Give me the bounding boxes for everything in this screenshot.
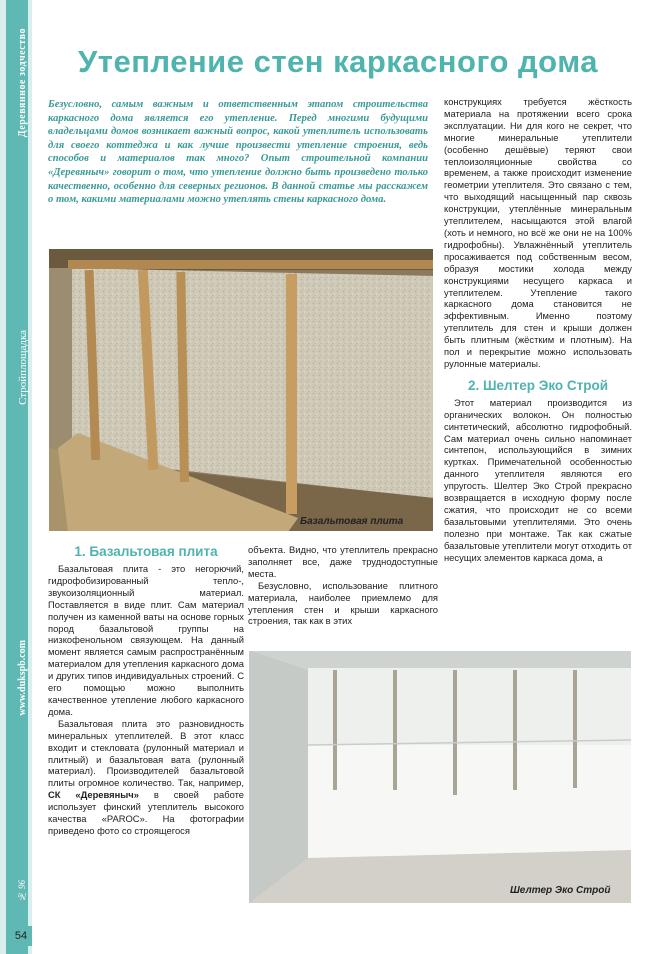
sidebar-strip xyxy=(6,0,28,954)
right-paragraph-1: конструкциях требуется жёсткость материала на протяжении всего срока эксплуатации. Ни для кого не секрет, что многие минеральные утеплители (особенно дешёвые) теряют свои теплоизоляционные свойства со временем, а также происходит изменение геометрии утеплителя. Это связано с тем, что выходящий насыщенный пар сквозь конструкции, утеплённые минеральным утеплителем, насыщаются этой влагой (хоть и немного, но всё же они не на 100% гидрофобны). Увлажнённый утеплитель просаживается под собственным весом, образуя мостики холода между конструкциями несущего каркаса и утеплителем. Утепление такого каркасного дома становится не эффективным. Именно поэтому утеплитель для стен и крыши должен быть плитным (жёстким и плотным). На пол и перекрытие можно использовать рулонные материалы. xyxy=(444,96,632,369)
section1-paragraph-4: Безусловно, использование плитного материала, наиболее приемлемо для утепления стен и крыши каркасного строения, так как в этих xyxy=(248,579,438,627)
section1-heading: 1. Базальтовая плита xyxy=(74,544,218,559)
section1-paragraph-1: Базальтовая плита - это негорючий, гидрофобизированный тепло-, звукоизоляционный материал. Поставляется в виде плит. Сам материал получен из каменной ваты на основе горных пород базальтовой группы на низкофенольном связующем. На данный момент является самым распространённым материалом для утепления каркасного дома и других типов индивидуальных строений. С его помощью можно выполнить качественное утепление любого каркасного дома. xyxy=(48,563,244,717)
section1-paragraph-2-start: Базальтовая плита это разновидность минеральных утеплителей. В этот класс входит и стекловата (рулонный материал и плитный) и базальтовая вата (рулонный материал). Производителей базальтовой плиты огромное количество. Так, например, xyxy=(48,717,244,789)
article-lead: Безусловно, самым важным и ответственным этапом строительства каркасного дома является его утепление. Перед многими будущими владельцами домов возникает важный вопрос, какой утеплитель использовать для своего коттеджа и как лучше произвести утепление строения, ведь способов и материалов так много? Опыт строительной компании «Деревяныч» говорит о том, что утепление должно быть произведено только качественно, особенно для северных регионов. В данной статье мы расскажем о том, какими материалами можно утеплять стены каркасного дома. xyxy=(48,99,428,206)
page-number: 54 xyxy=(10,926,32,946)
photo2-caption: Шелтер Эко Строй xyxy=(510,885,611,896)
section2-heading: 2. Шелтер Эко Строй xyxy=(467,377,609,393)
basalt-slab-photo xyxy=(48,248,434,532)
issue-number: № 96 xyxy=(17,880,27,902)
shelter-eco-photo xyxy=(248,650,632,904)
sidebar xyxy=(0,0,32,954)
right-column xyxy=(444,96,632,564)
website-link[interactable]: www.dukspb.com xyxy=(17,640,28,716)
article-title: Утепление стен каркасного дома xyxy=(78,44,598,79)
section1-paragraph-2-end: в своей работе использует финский утеплитель высокого качества «PAROC». На фотографии приведено фото со строящегося xyxy=(48,789,244,836)
section1-paragraph-3: объекта. Видно, что утеплитель прекрасно заполняет все, даже труднодоступные места. xyxy=(248,544,438,579)
middle-column xyxy=(248,544,438,627)
photo1-caption: Базальтовая плита xyxy=(300,516,404,527)
left-column xyxy=(48,544,244,837)
section1-paragraph-2 xyxy=(48,718,244,837)
company-name: СК «Деревяныч» xyxy=(48,789,139,801)
magazine-logo: Деревянное зодчество xyxy=(17,28,28,138)
section2-paragraph-1: Этот материал производится из органических волокон. Он полностью синтетический, абсолютно гидрофобный. Сам материал очень сильно напоминает синтепон, использующийся в зимних куртках. Примечательной особенностью данного утеплителя являются его упругость. Шелтер Эко Строй прекрасно возвращается в исходную форму после сжатия, что происходит не со всеми базальтовыми утеплителями. Это очень полезно при монтаже. Так как сжатые базальтовые утеплители могут отходить от несущих элементов каркаса дома, а xyxy=(444,396,632,563)
section-label: Стройплощадка xyxy=(17,330,29,405)
